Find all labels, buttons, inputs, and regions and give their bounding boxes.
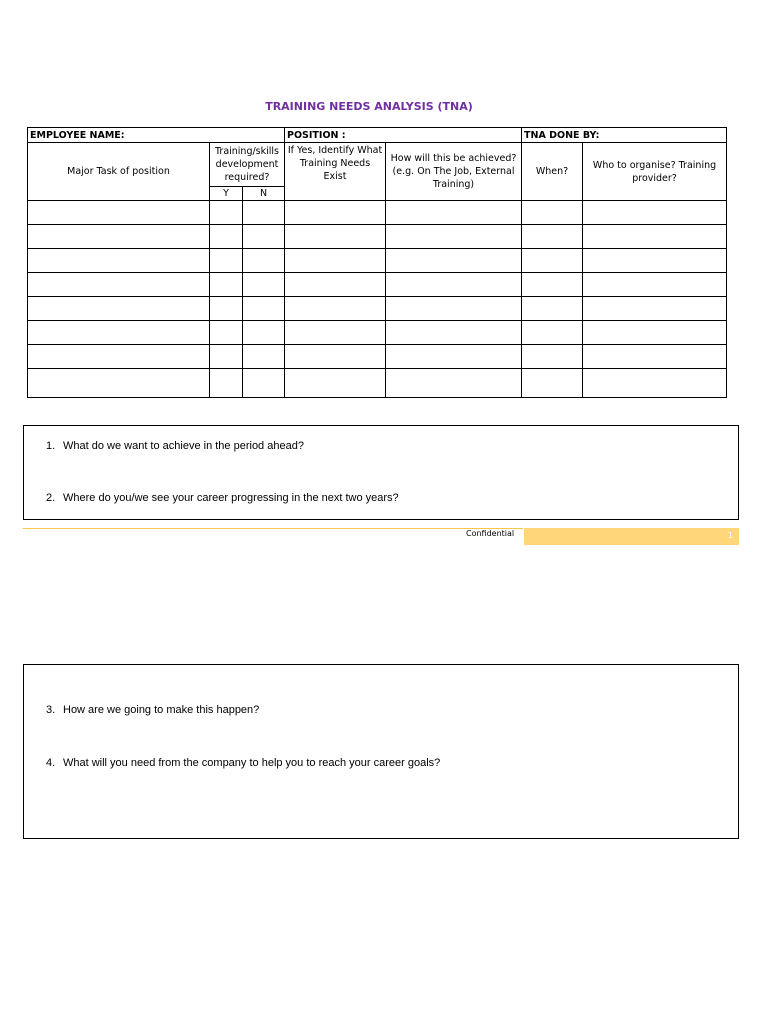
employee-name-field[interactable]: EMPLOYEE NAME: xyxy=(28,128,285,143)
col-who: Who to organise? Training provider? xyxy=(583,143,727,201)
table-row[interactable] xyxy=(28,321,727,345)
questions-box-1 xyxy=(23,425,739,520)
header-meta-row xyxy=(28,128,727,143)
col-n: N xyxy=(243,187,285,201)
table-row[interactable] xyxy=(28,345,727,369)
col-when: When? xyxy=(522,143,583,201)
table-row[interactable] xyxy=(28,369,727,398)
questions-box-2 xyxy=(23,664,739,839)
question-1: 1. What do we want to achieve in the period ahead? xyxy=(46,440,304,452)
column-header-row xyxy=(28,143,727,187)
footer-confidential: Confidential xyxy=(466,529,515,538)
page-title: TRAINING NEEDS ANALYSIS (TNA) xyxy=(265,100,473,113)
table-row[interactable] xyxy=(28,297,727,321)
col-y: Y xyxy=(210,187,243,201)
table-row[interactable] xyxy=(28,249,727,273)
question-text: Where do you/we see your career progressing in the next two years? xyxy=(63,492,399,504)
question-4: 4. What will you need from the company to help you to reach your career goals? xyxy=(46,757,441,769)
col-training-required: Training/skills development required? xyxy=(210,143,285,187)
question-text: What do we want to achieve in the period ahead? xyxy=(63,440,304,452)
tna-table xyxy=(27,127,727,398)
tna-done-by-field[interactable]: TNA DONE BY: xyxy=(522,128,727,143)
footer-page-block xyxy=(524,528,739,545)
col-how: How will this be achieved? (e.g. On The Job, External Training) xyxy=(386,143,522,201)
question-3: 3. How are we going to make this happen? xyxy=(46,704,260,716)
page-number: 1 xyxy=(727,531,733,540)
question-text: What will you need from the company to help you to reach your career goals? xyxy=(63,757,441,769)
table-row[interactable] xyxy=(28,273,727,297)
col-identify: If Yes, Identify What Training Needs Exist xyxy=(285,143,386,201)
table-row[interactable] xyxy=(28,201,727,225)
question-text: How are we going to make this happen? xyxy=(63,704,260,716)
position-field[interactable]: POSITION : xyxy=(285,128,522,143)
table-row[interactable] xyxy=(28,225,727,249)
question-2: 2. Where do you/we see your career progressing in the next two years? xyxy=(46,492,399,504)
col-major-task: Major Task of position xyxy=(28,143,210,201)
footer-divider xyxy=(23,528,523,529)
